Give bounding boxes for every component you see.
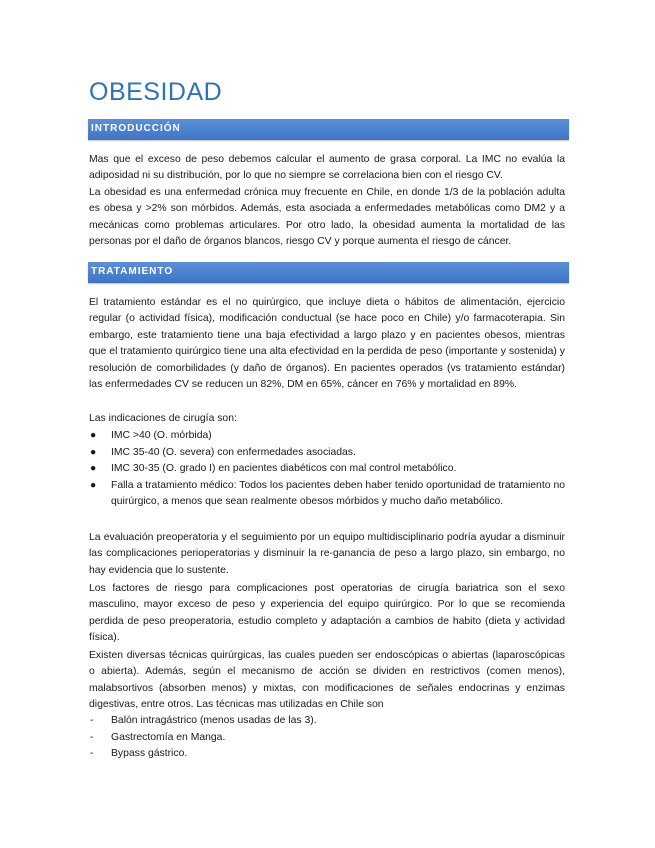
section-header-tratamiento [88, 262, 569, 283]
list-item: ● IMC 35-40 (O. severa) con enfermedades asociadas. [89, 445, 565, 462]
list-item: ● IMC >40 (O. mórbida) [89, 428, 565, 445]
treatment-paragraph-evaluation: La evaluación preoperatoria y el seguimiento por un equipo multidisciplinario podría ayudar a disminuir las complicaciones perioperatorias y disminuir la re-ganancia de peso a largo plazo, sin embargo, no hay evidencia que lo sustente. [89, 532, 565, 576]
section-heading: INTRODUCCIÓN [91, 123, 181, 134]
bullet-icon: ● [90, 446, 97, 458]
treatment-paragraph-1: El tratamiento estándar es el no quirúrgico, que incluye dieta o hábitos de alimentación, ejercicio regular (o actividad física), modificación conductual (se hace poco en Chile) y/o farmacoterapia. Sin embargo, este tratamiento tiene una baja efectividad a largo plazo y en pacientes obesos, mientras que el tratamiento quirúrgico tiene una alta efectividad en la perdida de peso (importante y sostenida) y resolución de comorbilidades (y daño de órganos). En pacientes operados (vs tratamiento estándar) las enfermedades CV se reducen un 82%, DM en 65%, cáncer en 76% y mortalidad en 89%. [89, 297, 565, 391]
list-item: - Gastrectomía en Manga. [89, 730, 565, 747]
techniques-list [89, 713, 565, 763]
treatment-paragraph-risk-factors: Los factores de riesgo para complicaciones post operatorias de cirugía bariatrica son el sexo masculino, mayor exceso de peso y experiencia del equipo quirúrgico. Por lo que se recomienda perdida de peso preoperatoria, estudio completo y adaptación a cambios de habito (dieta y actividad física). [89, 583, 565, 644]
list-item: ● Falla a tratamiento médico: Todos los pacientes deben haber tenido oportunidad de tratamiento no quirúrgico, a menos que sean realmente obesos mórbidos y mucho daño metabólico. [90, 479, 565, 508]
intro-paragraph-2: La obesidad es una enfermedad crónica muy frecuente en Chile, en donde 1/3 de la población adulta es obesa y >2% son mórbidos. Además, esta asociada a enfermedades metabólicas como DM2 y a mecánicas como problemas articulares. Por otro lado, la obesidad aumenta la mortalidad de las personas por el daño de órganos blancos, riesgo CV y porque aumenta el riesgo de cáncer. [89, 187, 565, 248]
section-header-introduccion [88, 119, 569, 140]
section-heading: TRATAMIENTO [91, 266, 174, 277]
indications-intro: Las indicaciones de cirugía son: [89, 413, 237, 424]
list-item: ● IMC 30-35 (O. grado I) en pacientes diabéticos con mal control metabólico. [89, 461, 565, 478]
bullet-icon: ● [90, 479, 97, 491]
list-item: - Bypass gástrico. [89, 746, 565, 763]
dash-icon: - [90, 715, 94, 726]
dash-icon: - [90, 731, 94, 743]
bullet-icon: ● [90, 430, 97, 441]
treatment-paragraph-techniques: Existen diversas técnicas quirúrgicas, las cuales pueden ser endoscópicas o abiertas (laparoscópicas o abierta). Además, según el mecanismo de acción se dividen en restrictivos (comen menos), malabsortivos (absorben menos) y mixtas, con modificaciones de señales endocrinas y enzimas digestivas, entre otros. Las técnicas mas utilizadas en Chile son [89, 650, 565, 711]
dash-icon: - [90, 748, 94, 760]
indications-list [89, 428, 565, 511]
list-item: - Balón intragástrico (menos usadas de las 3). [89, 713, 565, 730]
intro-paragraph-1: Mas que el exceso de peso debemos calcular el aumento de grasa corporal. La IMC no evalúa la adiposidad ni su distribución, por lo que no siempre se correlaciona bien con el riesgo CV. [89, 154, 565, 182]
document-title: OBESIDAD [89, 78, 223, 106]
bullet-icon: ● [90, 463, 97, 475]
